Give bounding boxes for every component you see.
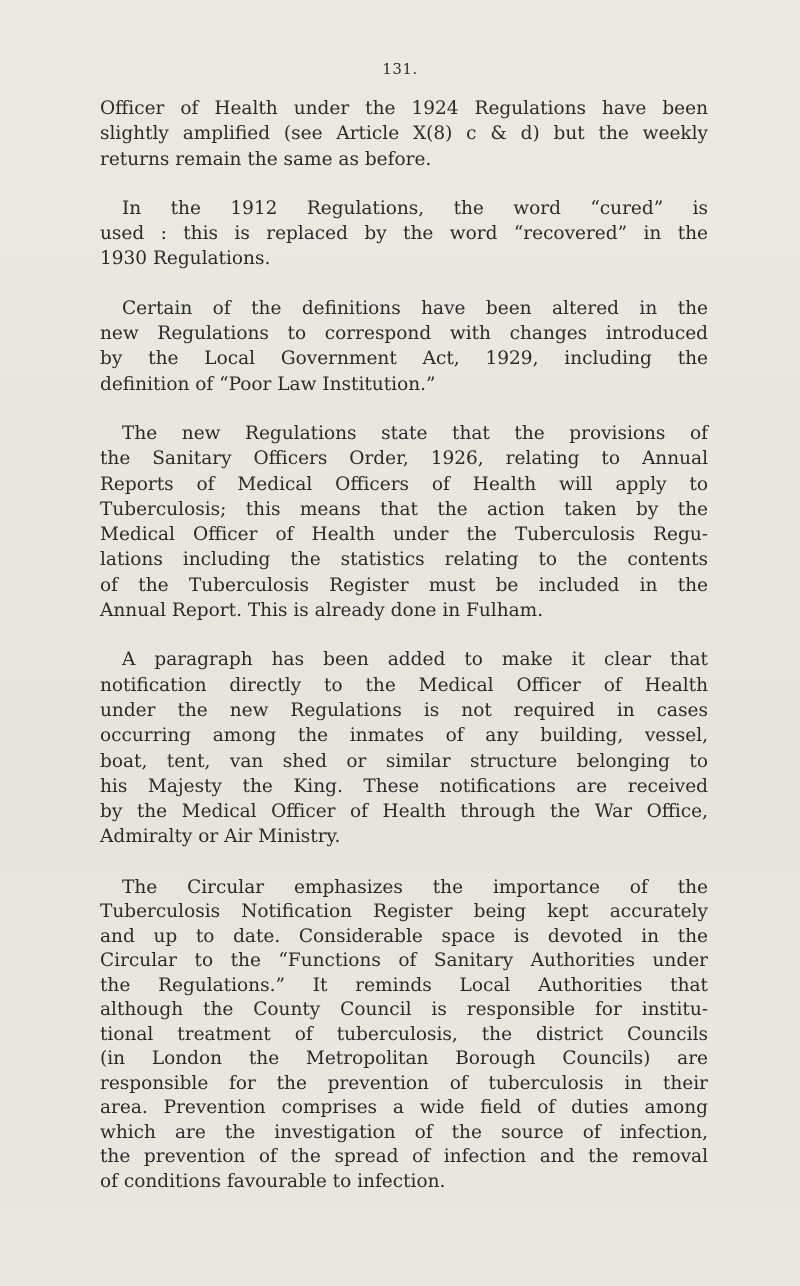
text-line: of conditions favourable to infection. [100,1170,446,1192]
text-line: Annual Report. This is already done in Fulham. [100,600,544,622]
text-line: the Sanitary Officers Order, 1926, relating to Annual [100,448,708,470]
text-line: which are the investigation of the source of infection, [100,1121,708,1143]
paragraph-4 [100,421,708,623]
text-line: Admiralty or Air Ministry. [100,826,341,848]
text-line: notification directly to the Medical Officer of Health [100,674,708,696]
text-line: the prevention of the spread of infection and the removal [100,1146,708,1168]
text-line: A paragraph has been added to make it clear that [122,649,708,671]
text-line: returns remain the same as before. [100,148,432,170]
text-line: definition of “Poor Law Institution.” [100,373,436,395]
paragraph-1 [100,96,708,172]
text-line: new Regulations to correspond with changes introduced [100,323,708,345]
text-line: used : this is replaced by the word “recovered” in the [100,223,708,245]
text-line: Medical Officer of Health under the Tuberculosis Regu- [100,524,708,546]
text-line: the Regulations.” It reminds Local Authorities that [100,974,708,996]
text-line: under the new Regulations is not required in cases [100,699,708,721]
text-line: Officer of Health under the 1924 Regulations have been [100,98,708,119]
text-line: In the 1912 Regulations, the word “cured” is [122,197,708,219]
text-line: his Majesty the King. These notifications are received [100,775,708,797]
paragraph-3 [100,296,708,397]
text-line: of the Tuberculosis Register must be included in the [100,574,708,596]
text-line: tional treatment of tuberculosis, the district Councils [100,1023,708,1045]
text-line: area. Prevention comprises a wide field of duties among [100,1097,708,1119]
text-line: responsible for the prevention of tuberculosis in their [100,1072,708,1094]
paragraph-6 [100,876,708,1195]
text-line: occurring among the inmates of any building, vessel, [100,725,708,747]
text-line: although the County Council is responsible for institu- [100,999,708,1021]
text-line: Reports of Medical Officers of Health will apply to [100,473,708,495]
text-line: 1930 Regulations. [100,248,271,270]
page-number: 131. [382,60,418,78]
text-line: (in London the Metropolitan Borough Councils) are [100,1048,708,1070]
paragraph-2 [100,196,708,272]
text-line: Tuberculosis; this means that the action taken by the [100,498,708,520]
text-line: The Circular emphasizes the importance of the [122,876,708,898]
paragraph-5 [100,647,708,849]
text-line: by the Local Government Act, 1929, including the [100,348,708,370]
text-line: Certain of the definitions have been altered in the [122,297,708,319]
text-line: The new Regulations state that the provisions of [122,422,708,444]
text-line: by the Medical Officer of Health through the War Office, [100,801,708,823]
body-text [100,96,708,1194]
text-line: lations including the statistics relating to the contents [100,549,708,571]
text-line: slightly amplified (see Article X(8) c & d) but the weekly [100,123,708,145]
text-line: boat, tent, van shed or similar structure belonging to [100,750,708,772]
text-line: and up to date. Considerable space is devoted in the [100,925,708,947]
text-line: Tuberculosis Notification Register being kept accurately [100,901,708,923]
text-line: Circular to the “Functions of Sanitary Authorities under [100,950,708,972]
